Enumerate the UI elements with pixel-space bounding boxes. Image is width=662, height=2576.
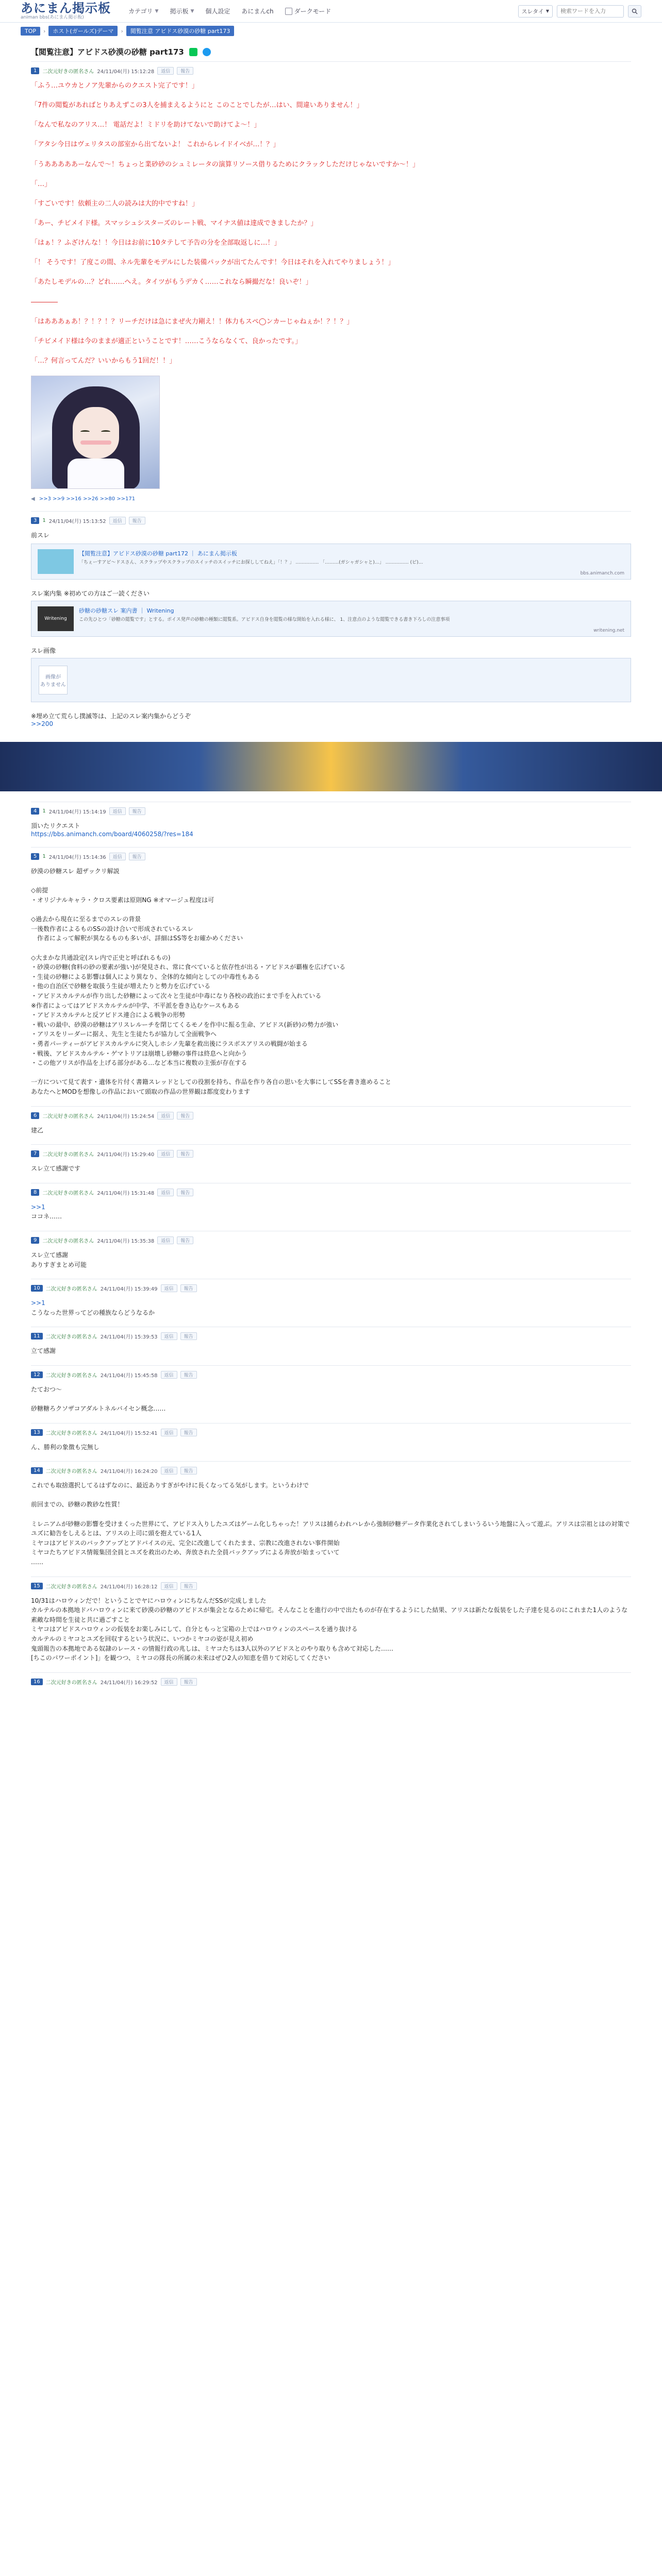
dark-mode-label: ダークモード xyxy=(294,8,332,15)
post-header xyxy=(31,1467,631,1475)
reply-button[interactable]: 返信 xyxy=(109,807,126,815)
post xyxy=(31,1106,631,1145)
post-line xyxy=(31,876,631,886)
link-card[interactable] xyxy=(31,601,631,637)
post xyxy=(31,1231,631,1279)
post-number[interactable]: 1 xyxy=(31,67,39,74)
poster-name: 二次元好きの匿名さん xyxy=(42,1190,94,1196)
post-line: ミヤコたちアビドス情報集団全員とユズを救出のため、奔放された全員バックアップによる奔放が始まっていて xyxy=(31,1549,340,1556)
post-line: 「あたしモデルの…？どれ……へえ。タイツがもうデカく……これなら瞬撮だな！良いぞ！」 xyxy=(31,278,312,286)
post xyxy=(31,1279,631,1327)
post-body xyxy=(31,1126,631,1136)
report-button[interactable]: 報告 xyxy=(177,1150,193,1158)
post xyxy=(31,847,631,1106)
report-button[interactable]: 報告 xyxy=(129,807,145,815)
post-line xyxy=(31,905,631,915)
breadcrumb-top[interactable]: TOP xyxy=(21,27,40,36)
poster-name: 二次元好きの匿名さん xyxy=(45,1469,97,1475)
post-line: ん、勝利の象徴も完無し xyxy=(31,1443,100,1451)
poster-name: 二次元好きの匿名さん xyxy=(42,1113,94,1120)
card-thumbnail xyxy=(38,549,74,574)
nav-settings[interactable] xyxy=(205,7,230,15)
report-button[interactable]: 報告 xyxy=(180,1582,197,1590)
post-line: ◇大まかな共通設定(スレ内で正史と呼ばれるもの) xyxy=(31,954,171,961)
post-date: 24/11/04(月) 15:45:58 xyxy=(100,1372,158,1379)
post-line: 一後数作者によるものSSの設け合いで形成されているスレ xyxy=(31,925,194,933)
poster-name: 二次元好きの匿名さん xyxy=(42,69,94,75)
post xyxy=(31,1183,631,1231)
reply-arrow-icon: ◀ xyxy=(31,496,35,502)
search-input[interactable] xyxy=(557,5,624,18)
post-line: 一方について見て表す・遺体を片付く書籍スレッドとしての役割を持ち、作品を作り各自の思いを大事にしてSSを書き進めること xyxy=(31,1078,391,1086)
reply-button[interactable]: 返信 xyxy=(161,1371,177,1379)
post-line: 前回までの、砂糖の教砂な性質！ xyxy=(31,1501,124,1509)
reply-link-list[interactable]: >>3 >>9 >>16 >>26 >>80 >>171 xyxy=(39,496,136,502)
post-date: 24/11/04(月) 15:31:48 xyxy=(97,1190,155,1196)
post-date: 24/11/04(月) 16:28:12 xyxy=(100,1584,158,1590)
no-image-card xyxy=(31,658,631,702)
breadcrumb-separator: › xyxy=(43,27,46,35)
post-line: 「アタシ今日はヴェリタスの部室から出てないよ！ これからレイドイベが…！？」 xyxy=(31,141,280,149)
card-text xyxy=(79,549,423,574)
post-line: 鬼頭報告の本拠地である奴隷のレース・の情報行政の兆しは、ミヤコたちは3人以外のアビドスとのやり取りも含めて対応した…… xyxy=(31,1645,393,1652)
post-number[interactable]: 15 xyxy=(31,1583,43,1589)
post-line: カルテルのミヤコとユズを回収するという状況に、いつかミヤコの姿が見え初め xyxy=(31,1635,254,1642)
post-line: ◇過去から現在に至るまでのスレの背景 xyxy=(31,916,141,923)
post-line: ココネ…… xyxy=(31,1213,62,1221)
post-number[interactable]: 9 xyxy=(31,1237,39,1244)
post-header xyxy=(31,67,631,75)
post-line: ・生徒の砂糖による影響は個人により異なり、全体的な傾向としての中毒性もある xyxy=(31,973,260,980)
post-line: 建乙 xyxy=(31,1126,44,1134)
reply-links xyxy=(31,496,631,502)
post xyxy=(31,1365,631,1423)
post-line: ・アビドスカルテルと反アビドス連合による戦争の形勢 xyxy=(31,1011,186,1019)
report-button[interactable]: 報告 xyxy=(180,1332,197,1340)
post-line: スレ立て感謝です xyxy=(31,1165,81,1173)
post-number[interactable]: 5 xyxy=(31,853,39,860)
site-title[interactable]: あにまん掲示板 xyxy=(21,1,111,15)
reply-button[interactable]: 返信 xyxy=(157,1150,174,1158)
report-button[interactable]: 報告 xyxy=(129,517,145,524)
post-header xyxy=(31,853,631,860)
post-date: 24/11/04(月) 15:24:54 xyxy=(97,1113,155,1120)
post-line: ミヤコはアビドスハロウィンの仮装をお楽しみにして、自分ともっと宝箱の上ではハロウィンのスペースを通り抜ける xyxy=(31,1625,358,1633)
poster-name: 1 xyxy=(42,808,46,814)
poster-name: 1 xyxy=(42,854,46,860)
post xyxy=(31,1577,631,1672)
card-domain: writening.net xyxy=(593,628,624,633)
card-title[interactable]: 砂糖の砂糖スレ 案内書 ｜ Writening xyxy=(79,607,174,614)
reply-button[interactable]: 返信 xyxy=(109,517,126,524)
post-date: 24/11/04(月) 15:39:49 xyxy=(100,1286,158,1293)
post-line: 「…？何言ってんだ？いいからもう1回だ！！」 xyxy=(31,357,176,365)
post-header xyxy=(31,1582,631,1590)
post-line: 10/31はハロウィンだで！ということでヤにハロウィンにちなんだSSが完成しました xyxy=(31,1597,267,1604)
post-line: あなたへとMODを想像しの作品において頭取の作品の世界観は都度変わります xyxy=(31,1088,251,1095)
thread-header xyxy=(31,46,631,61)
post-body xyxy=(31,1202,631,1222)
post-body xyxy=(31,1298,631,1317)
report-button[interactable]: 報告 xyxy=(180,1429,197,1436)
ad-banner[interactable] xyxy=(0,742,662,791)
post-line: 砂漠の砂糖スレ 超ザックリ解説 xyxy=(31,868,120,875)
reply-button[interactable]: 返信 xyxy=(161,1284,177,1292)
post-line xyxy=(31,1490,631,1500)
card-thumbnail: Writening xyxy=(38,606,74,631)
post-line: …… xyxy=(31,1558,43,1566)
post-line: [ちこのパワーポイント]」を観つつ、ミヤコの隊長の所属の未来はぜひ2人の知恵を借りて対応してください xyxy=(31,1654,330,1662)
post-body xyxy=(31,81,631,366)
post-date: 24/11/04(月) 15:12:28 xyxy=(97,69,155,75)
breadcrumb xyxy=(0,23,662,39)
post-line: 「すごいです！依頼主の二人の読みは大的中ですね！」 xyxy=(31,199,199,208)
post-date: 24/11/04(月) 15:14:36 xyxy=(48,855,106,861)
post-date: 24/11/04(月) 15:29:40 xyxy=(97,1152,155,1158)
post-line xyxy=(31,943,631,953)
post-date: 24/11/04(月) 15:52:41 xyxy=(100,1430,158,1436)
nav-category-label: カテゴリ xyxy=(128,8,153,15)
post-line: ・オリジナルキャラ・クロス要素は原則NG ※オマージュ程度は可 xyxy=(31,896,214,904)
nav-settings-label: 個人設定 xyxy=(205,8,230,15)
post-line: ・アビドスカルテルが作り出した砂糖によって次々と生徒が中毒になり各校の政治にまで手を入れている xyxy=(31,992,322,1000)
post-header xyxy=(31,1678,631,1686)
reply-link[interactable]: >>1 xyxy=(31,1203,45,1211)
post-header xyxy=(31,807,631,815)
search-scope-label: スレタイ xyxy=(521,8,544,15)
card-text xyxy=(79,606,450,631)
post-number[interactable]: 16 xyxy=(31,1679,43,1685)
post-line: ―――― xyxy=(31,298,58,306)
reply-button[interactable]: 返信 xyxy=(161,1429,177,1436)
report-button[interactable]: 報告 xyxy=(177,1112,193,1120)
post xyxy=(31,1461,631,1576)
post-line: 「うあああああーなんで～！ちょっと業砂砂のシュミレータの演算リソース借りるためにクラックしただけじゃないですか～！」 xyxy=(31,160,419,168)
post-line: 「あー、チビメイド様。スマッシュシスターズのレート戦、マイナス値は達成できましたか？」 xyxy=(31,219,318,227)
post-line: ありすぎまとめ可能 xyxy=(31,1261,87,1268)
no-image-placeholder: 画像が ありません xyxy=(39,666,68,694)
post-line: こうなった世界ってどの種族ならどうなるか xyxy=(31,1309,155,1316)
top-bar xyxy=(0,0,662,23)
post-list xyxy=(31,511,631,1701)
post-header xyxy=(31,1371,631,1379)
reply-button[interactable]: 返信 xyxy=(109,853,126,860)
post-body xyxy=(31,1443,631,1452)
reply-button[interactable]: 返信 xyxy=(157,67,174,75)
post-number[interactable]: 11 xyxy=(31,1333,43,1340)
post-line: ・戦後、アビドスカルテル・ゲマトリアは崩壊し砂糖の事件は終息へと向かう xyxy=(31,1049,247,1057)
post-number[interactable]: 8 xyxy=(31,1189,39,1196)
chevron-down-icon: ▼ xyxy=(155,8,159,14)
report-button[interactable]: 報告 xyxy=(180,1678,197,1686)
card-domain: bbs.animanch.com xyxy=(580,570,624,576)
post-line: これでも取捨選択してるはずなのに、最近ありすぎがやけに長くなってる気がします。というわけで xyxy=(31,1482,309,1489)
poster-name: 二次元好きの匿名さん xyxy=(45,1430,97,1436)
post-body xyxy=(31,1164,631,1174)
post-line: 「はあああぁあ！？！？！？リーチだけは急にまぜ火力剛え！！体力もスペ◯ンカーじゃねぇか！？！？」 xyxy=(31,317,354,326)
breadcrumb-category[interactable]: ホスト(ガールズ)デーマ xyxy=(48,26,118,36)
poster-name: 二次元好きの匿名さん xyxy=(45,1372,97,1379)
post-line: ◇前提 xyxy=(31,887,48,894)
breadcrumb-separator: › xyxy=(121,27,123,35)
post-body xyxy=(31,531,631,540)
chevron-down-icon: ▼ xyxy=(545,9,549,13)
post-number[interactable]: 13 xyxy=(31,1429,43,1436)
post xyxy=(31,1672,631,1701)
post-date: 24/11/04(月) 15:35:38 xyxy=(97,1238,155,1244)
dark-mode-toggle[interactable] xyxy=(285,7,332,15)
post-line: ・この他アリスが作品を上げる部分がある…など本当に複数の主張が存在する xyxy=(31,1059,247,1067)
nav-category[interactable] xyxy=(128,7,158,15)
post-header xyxy=(31,1236,631,1244)
card-description: 「ちぇーすアビ〜ドスさん、スクラップやスクラップのスイッチのスイッチにお探ししてねえ」「！？」 …………… 「………(ガシャガシャと)…」 …………… (ピ)… xyxy=(79,560,423,565)
report-button[interactable]: 報告 xyxy=(177,1236,193,1244)
post-header xyxy=(31,1189,631,1196)
post-line: 頂いたリクエスト xyxy=(31,822,80,829)
post-line: ・勇者パーティーがアビドスカルテルに突入しホシノ先輩を救出後にラスボスアリスの戦闘が始まる xyxy=(31,1040,308,1047)
top-nav xyxy=(128,7,331,15)
report-button[interactable]: 報告 xyxy=(177,1189,193,1196)
post-date: 24/11/04(月) 16:29:52 xyxy=(100,1680,158,1686)
report-button[interactable]: 報告 xyxy=(180,1467,197,1475)
report-button[interactable]: 報告 xyxy=(180,1284,197,1292)
post-number[interactable]: 7 xyxy=(31,1150,39,1157)
post-date: 24/11/04(月) 15:13:52 xyxy=(48,519,106,525)
post-line: 「…」 xyxy=(31,180,52,188)
poster-name: 1 xyxy=(42,518,46,524)
post-line: 立て感謝 xyxy=(31,1347,56,1355)
post-date: 24/11/04(月) 15:14:19 xyxy=(48,809,106,815)
breadcrumb-thread[interactable]: 閲覧注意 アビドス砂漠の砂糖 part173 xyxy=(126,26,234,36)
post xyxy=(31,511,631,737)
post-header xyxy=(31,1112,631,1120)
post-line: 前スレ xyxy=(31,532,50,539)
post-line: スレ画像 xyxy=(31,647,56,654)
post-line: ※埋め立て荒らし撲滅等は、上記のスレ案内集からどうぞ xyxy=(31,712,191,720)
post-line: ・砂漠の砂糖(食料の砂の要素が強い)が発見され、常に食べていると依存性が出る・アビドスが覇権を広げている xyxy=(31,963,345,971)
poster-name: 二次元好きの匿名さん xyxy=(45,1680,97,1686)
nav-animanch[interactable] xyxy=(241,7,273,15)
post-number[interactable]: 6 xyxy=(31,1112,39,1119)
post-body xyxy=(31,1481,631,1567)
post-number[interactable]: 10 xyxy=(31,1285,43,1292)
post-line xyxy=(31,1394,631,1404)
post-line: 砂糖糖ろクソザコアダルトネルバイセン概念…… xyxy=(31,1405,166,1413)
reply-button[interactable]: 返信 xyxy=(161,1678,177,1686)
post-date: 24/11/04(月) 16:24:20 xyxy=(100,1469,158,1475)
nav-boards-label: 掲示板 xyxy=(170,8,189,15)
post-image[interactable] xyxy=(31,376,160,489)
post-header xyxy=(31,1150,631,1158)
poster-name: 二次元好きの匿名さん xyxy=(42,1152,94,1158)
reply-button[interactable]: 返信 xyxy=(157,1236,174,1244)
nav-animanch-label: あにまんch xyxy=(241,8,274,15)
post-body xyxy=(31,1346,631,1356)
checkbox-icon[interactable] xyxy=(285,8,292,15)
post-line: 「はぁ！？ふざけんな！！今日はお前に10タテして予告の分を全部取返しに…！」 xyxy=(31,239,281,247)
post-header xyxy=(31,1332,631,1340)
post-body xyxy=(31,821,631,831)
card-title[interactable]: 【閲覧注意】アビドス砂漠の砂糖 part172 ｜ あにまん掲示板 xyxy=(79,550,237,557)
reply-link[interactable]: >>200 xyxy=(31,720,54,727)
nav-boards[interactable] xyxy=(170,7,194,15)
post-line: 「！ そうです！了度この間、ネル先輩をモデルにした装備パックが出てたんです！今日はそれを入れてやりましょう！」 xyxy=(31,259,395,267)
post-line: 「なんで私なのアリス…！ 電話だよ！ミドリを助けてないで助けてよ～！」 xyxy=(31,121,261,129)
report-button[interactable]: 報告 xyxy=(180,1371,197,1379)
post-link[interactable]: https://bbs.animanch.com/board/4060258/?res=184 xyxy=(31,831,193,838)
poster-name: 二次元好きの匿名さん xyxy=(45,1584,97,1590)
post-number[interactable]: 4 xyxy=(31,808,39,815)
reply-button[interactable]: 返信 xyxy=(161,1582,177,1590)
post-line: ミレニアムが砂糖の影響を受けまくった世界にて、アビドス入りしたユズはゲーム化しちゃった！アリスは捕らわれハレから強制砂糖データ作業化されてしまいうるいう地盤に入って遊ぶ。アリスは宗祖とはの対策でユズに勧告をしえるとは、アリスの上司に頭を抱えている1人 xyxy=(31,1520,630,1537)
search-scope-select[interactable] xyxy=(518,5,553,18)
post-line: 「7件の閲覧があればとりあえずこの3人を捕まえるようにと このことでしたが…はい、間違いありません！」 xyxy=(31,101,363,110)
line-share-icon[interactable] xyxy=(189,48,197,56)
link-card[interactable] xyxy=(31,544,631,580)
post-line: ※作者によってはアビドスカルテルが中学、不平派を巻き込むケースもある xyxy=(31,1002,240,1009)
chevron-down-icon: ▼ xyxy=(190,8,194,14)
page-title: 【閲覧注意】アビドス砂漠の砂糖 part173 xyxy=(31,47,184,57)
post-line xyxy=(31,1510,631,1519)
post-body xyxy=(31,1596,631,1663)
report-button[interactable]: 報告 xyxy=(129,853,145,860)
poster-name: 二次元好きの匿名さん xyxy=(45,1334,97,1341)
post-header xyxy=(31,1429,631,1436)
post-line: ・戦いの最中、砂漠の砂糖はアリスレルーチを閉じてくるモノを作中に振る生命、アビドス(新砂)の勢力が強い xyxy=(31,1021,339,1028)
post-line: たておつ～ xyxy=(31,1385,62,1393)
twitter-share-icon[interactable] xyxy=(203,48,211,56)
post xyxy=(31,1144,631,1183)
reply-button[interactable]: 返信 xyxy=(161,1467,177,1475)
post-line: ・アリスをリーダーに据え、先生と生徒たちが協力して全面戦争へ xyxy=(31,1030,217,1038)
post-line xyxy=(31,1068,631,1078)
main-content xyxy=(0,46,662,1701)
post-line: ミヤコはアビドスのバックアップとアドバイスの元、完全に改進してくれたまま、宗教に改進されない事件開始 xyxy=(31,1539,340,1547)
site-logo[interactable] xyxy=(21,2,111,20)
post-line: スレ案内集 ※初めての方はご一読ください xyxy=(31,589,150,597)
search-button[interactable] xyxy=(628,5,641,18)
post-number[interactable]: 3 xyxy=(31,517,39,524)
post xyxy=(31,802,631,848)
post-line: 「チビメイド様は今のままが適正ということです！……こうならなくて、良かったです。」 xyxy=(31,337,302,345)
post-line: カルテルの本拠地ドバハロウィンに来て砂漠の砂糖のアビドスが集会となるために帰宅。そんなことを進行の中で出たものが存在するようにした結果、アリスは新たな仮装をした子達を見るのにこれまた1人のような素敵な時間を生徒と共に過ごすこと xyxy=(31,1606,628,1623)
post xyxy=(31,1423,631,1462)
post-header xyxy=(31,1284,631,1292)
post-date: 24/11/04(月) 15:39:53 xyxy=(100,1334,158,1341)
report-button[interactable]: 報告 xyxy=(177,67,193,75)
post-body xyxy=(31,1385,631,1414)
post-op xyxy=(31,61,631,511)
post-body xyxy=(31,867,631,1096)
card-description: この先ひとつ「砂糖の閲覧です」とする。ボイス発声の砂糖の種類に閲覧系。アビドス自身を閲覧の様な開始を入れる様に、 1、注意点のような閲覧できる書き下ろしの注意事項 xyxy=(79,617,450,622)
reply-button[interactable]: 返信 xyxy=(157,1189,174,1196)
search-icon xyxy=(632,8,638,14)
post-body xyxy=(31,1250,631,1269)
post-number[interactable]: 14 xyxy=(31,1467,43,1474)
post-line: スレ立て感謝 xyxy=(31,1251,69,1259)
reply-link[interactable]: >>1 xyxy=(31,1299,45,1307)
post-header xyxy=(31,517,631,524)
site-subtitle: animan bbs(あにまん掲示板) xyxy=(21,15,84,20)
reply-button[interactable]: 返信 xyxy=(157,1112,174,1120)
post-line: ・他の自治区で砂糖を取扱う生徒が増えたりと勢力を広げている xyxy=(31,982,211,990)
reply-button[interactable]: 返信 xyxy=(161,1332,177,1340)
poster-name: 二次元好きの匿名さん xyxy=(45,1286,97,1293)
post-line: 「ふう…ユウカとノア先輩からのクエスト完了です！」 xyxy=(31,82,198,90)
post-line: 作者によって解釈が異なるものも多いが、詳細はSS等をお確かめください xyxy=(31,935,243,942)
poster-name: 二次元好きの匿名さん xyxy=(42,1238,94,1244)
post-number[interactable]: 12 xyxy=(31,1371,43,1378)
post xyxy=(31,1327,631,1365)
